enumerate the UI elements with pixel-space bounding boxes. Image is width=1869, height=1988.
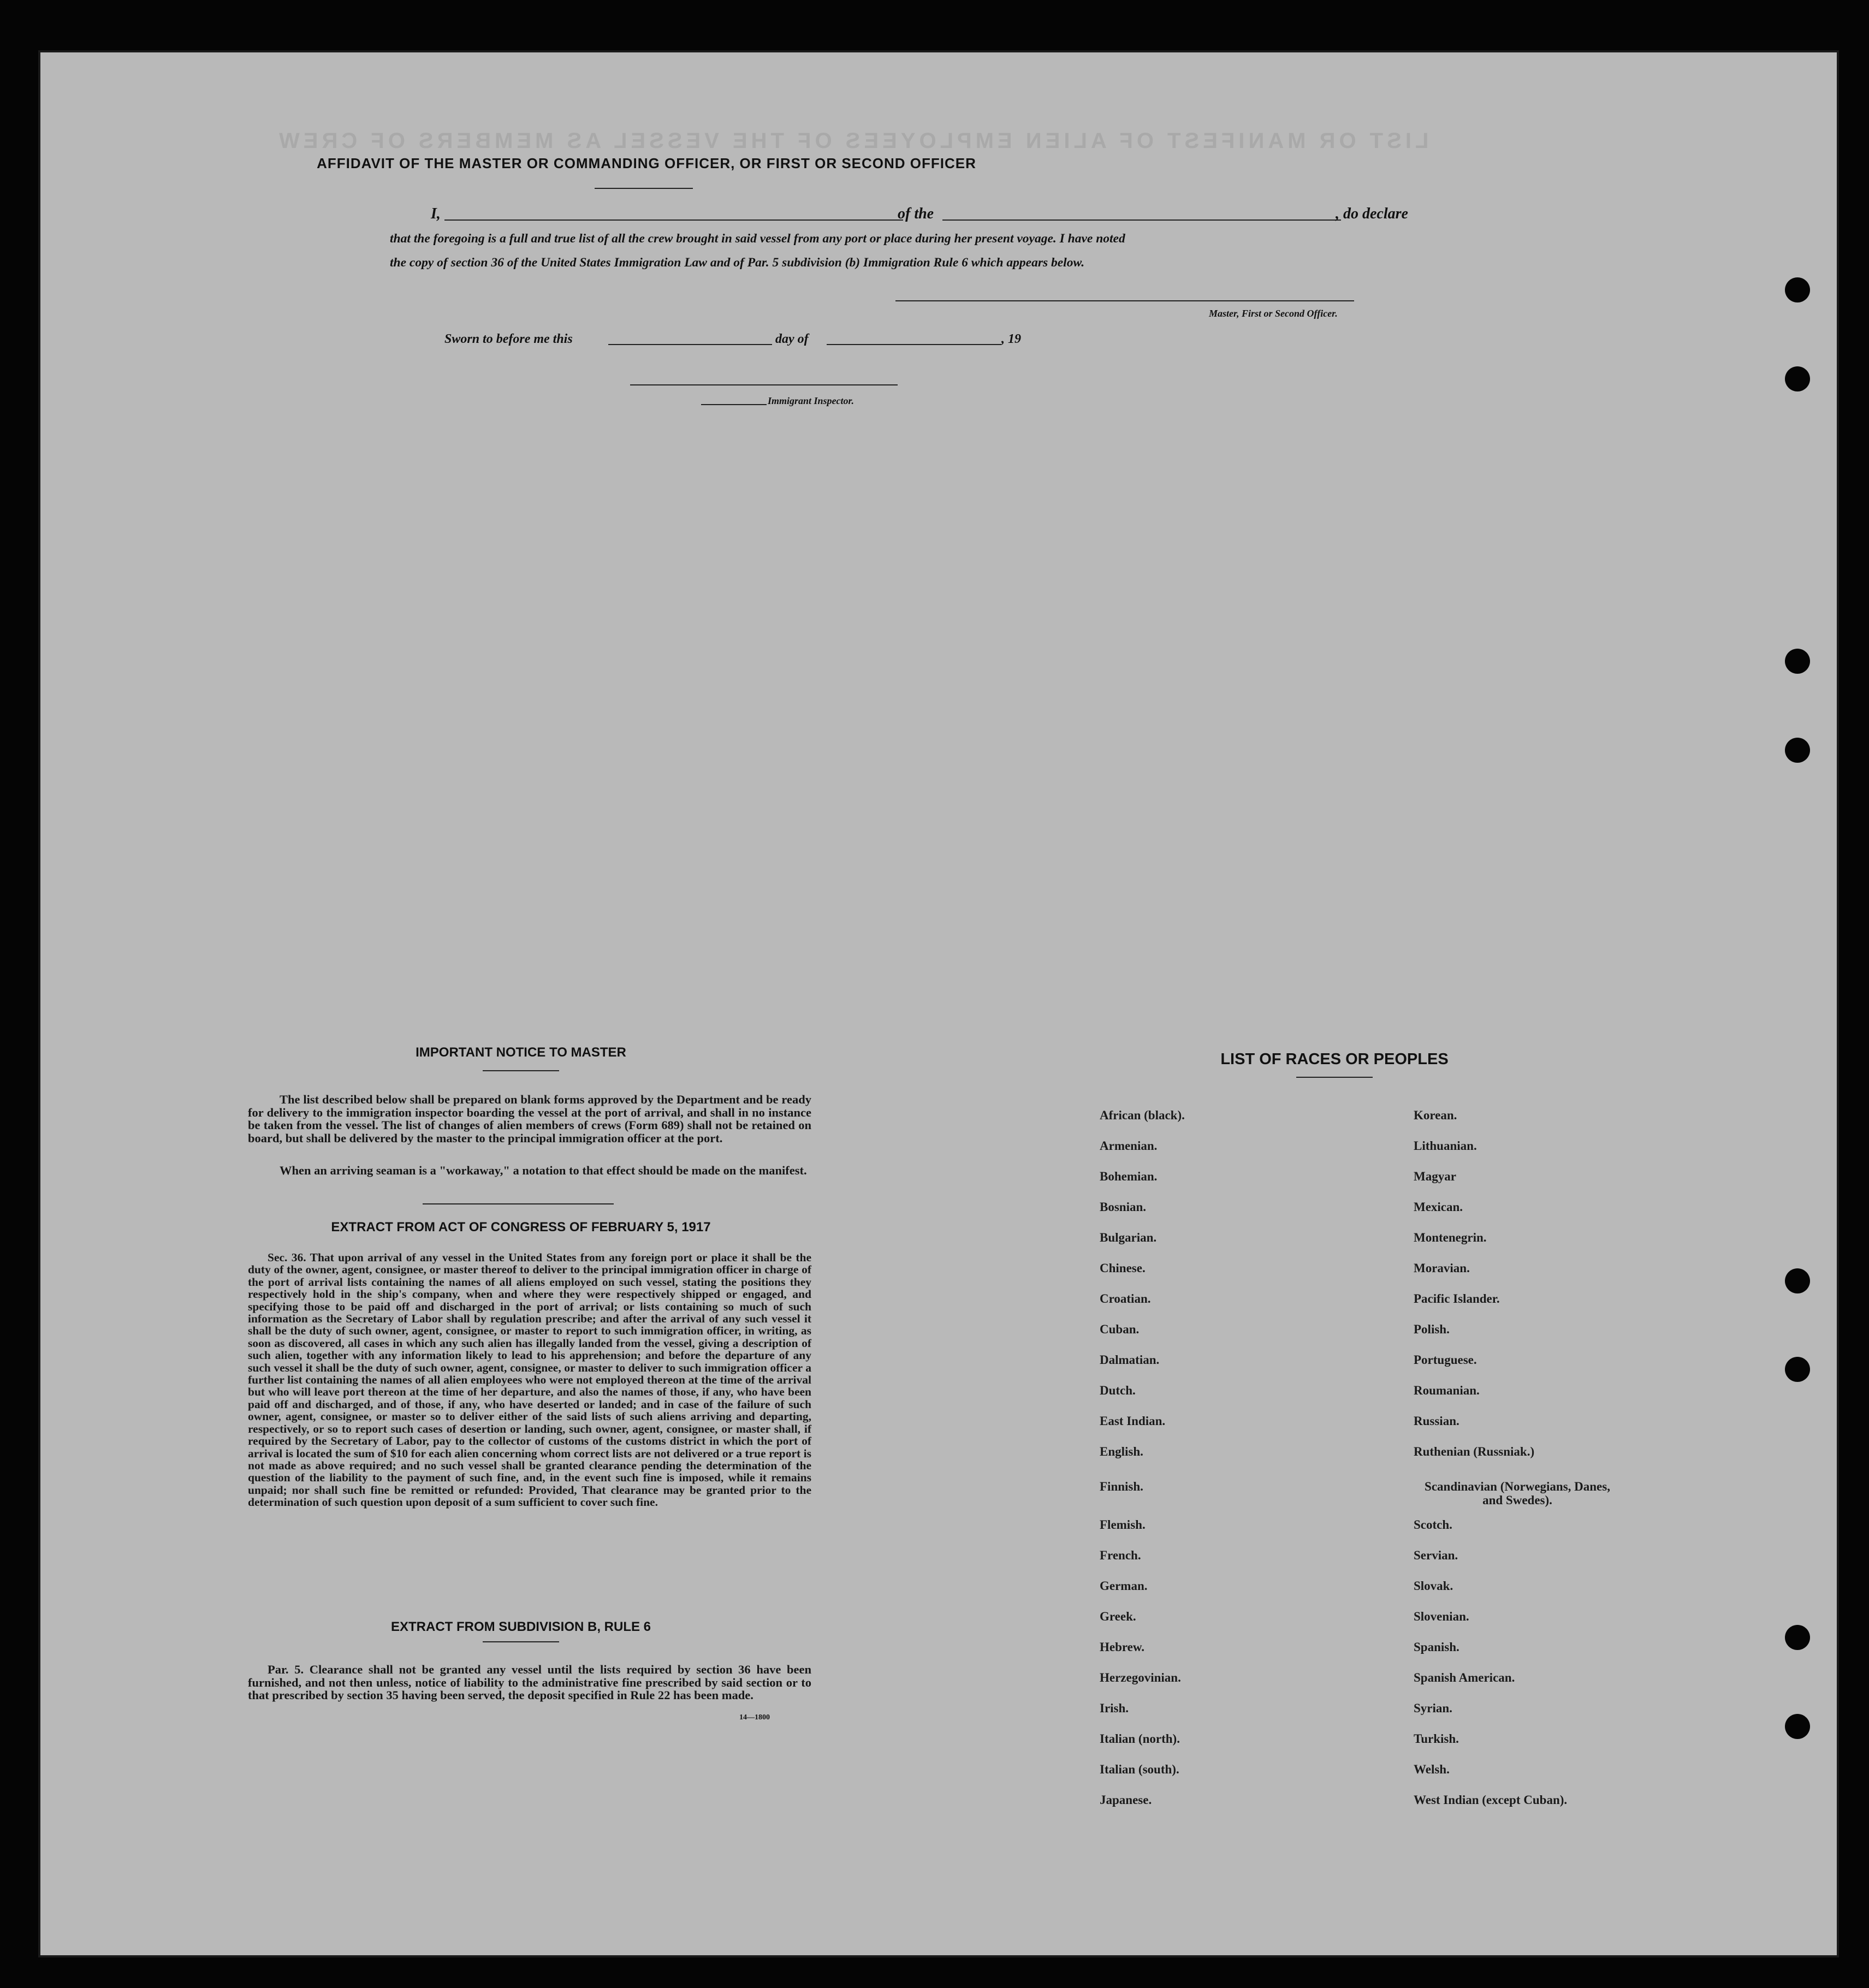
- race-item: German.: [1100, 1579, 1148, 1593]
- affidavit-title: AFFIDAVIT OF THE MASTER OR COMMANDING OFFICER, OR FIRST OR SECOND OFFICER: [317, 155, 976, 171]
- par-5-text: Par. 5. Clearance shall not be granted any vessel until the lists required by section 36 have been furnished, and not then unless, notice of liability to the administrative fine prescribed by said section or to that prescribed by section 35 having been served, the deposit specified in Rule 22 has been made.: [248, 1663, 811, 1702]
- race-item: Armenian.: [1100, 1139, 1158, 1153]
- race-item: Bosnian.: [1100, 1200, 1147, 1214]
- month-blank-line: [827, 344, 1001, 345]
- divider: [595, 188, 693, 189]
- race-item: Bulgarian.: [1100, 1231, 1157, 1244]
- race-item: Italian (south).: [1100, 1763, 1179, 1776]
- race-item: Italian (north).: [1100, 1732, 1180, 1746]
- master-signature-line: [895, 300, 1354, 301]
- do-declare-label: , do declare: [1336, 205, 1408, 222]
- race-item: Magyar: [1414, 1170, 1456, 1183]
- race-item: Spanish.: [1414, 1640, 1459, 1654]
- punch-hole: [1785, 1714, 1810, 1739]
- race-item: Dutch.: [1100, 1384, 1136, 1397]
- year-label: , 19: [1001, 332, 1021, 346]
- race-item: Hebrew.: [1100, 1640, 1144, 1654]
- punch-hole: [1785, 366, 1810, 391]
- race-item: Mexican.: [1414, 1200, 1463, 1214]
- race-item: Moravian.: [1414, 1261, 1470, 1275]
- punch-hole: [1785, 277, 1810, 302]
- race-item: Croatian.: [1100, 1292, 1151, 1305]
- race-item: Montenegrin.: [1414, 1231, 1487, 1244]
- affidavit-line-1: that the foregoing is a full and true list of all the crew brought in said vessel from any port or place during her present voyage. I have noted: [390, 232, 1125, 246]
- race-item: English.: [1100, 1445, 1143, 1458]
- inspector-signature-line: [630, 384, 898, 385]
- races-title: LIST OF RACES OR PEOPLES: [1220, 1051, 1449, 1068]
- punch-hole: [1785, 738, 1810, 763]
- race-item: Russian.: [1414, 1414, 1459, 1428]
- race-item: Dalmatian.: [1100, 1353, 1160, 1367]
- race-item: Turkish.: [1414, 1732, 1459, 1746]
- punch-hole: [1785, 1268, 1810, 1293]
- race-item: Slovak.: [1414, 1579, 1453, 1593]
- race-item: Korean.: [1414, 1108, 1457, 1122]
- manifest-page: [38, 50, 1839, 1957]
- race-item: Servian.: [1414, 1548, 1458, 1562]
- race-item: Spanish American.: [1414, 1671, 1515, 1684]
- notice-paragraph-2: When an arriving seaman is a "workaway," a notation to that effect should be made on the manifest.: [280, 1164, 807, 1177]
- name-blank-line: [444, 219, 903, 221]
- race-item: Welsh.: [1414, 1763, 1450, 1776]
- day-of-label: day of: [775, 332, 809, 346]
- race-item: East Indian.: [1100, 1414, 1166, 1428]
- inspector-signature-label: Immigrant Inspector.: [768, 395, 855, 406]
- race-item: Bohemian.: [1100, 1170, 1158, 1183]
- race-item: Japanese.: [1100, 1793, 1152, 1807]
- race-item: Irish.: [1100, 1701, 1129, 1715]
- race-item: Lithuanian.: [1414, 1139, 1477, 1153]
- race-item: Greek.: [1100, 1610, 1136, 1623]
- race-item: Chinese.: [1100, 1261, 1146, 1275]
- race-item: African (black).: [1100, 1108, 1185, 1122]
- race-item: Scotch.: [1414, 1518, 1452, 1532]
- extract-rule-6-title: EXTRACT FROM SUBDIVISION B, RULE 6: [390, 1619, 651, 1634]
- race-item: Flemish.: [1100, 1518, 1146, 1532]
- punch-hole: [1785, 649, 1810, 674]
- race-item: Pacific Islander.: [1414, 1292, 1500, 1305]
- of-the-label: of the: [898, 205, 934, 222]
- sworn-label: Sworn to before me this: [444, 332, 573, 346]
- race-item: Scandinavian (Norwegians, Danes, and Swedes).: [1425, 1480, 1610, 1507]
- bleed-through-header: LIST OR MANIFEST OF ALIEN EMPLOYEES OF THE VESSEL AS MEMBERS OF CREW: [275, 129, 1429, 153]
- section-36-text: Sec. 36. That upon arrival of any vessel in the United States from any foreign port or place it shall be the duty of the owner, agent, consignee, or master thereof to deliver to the principal immigration officer in charge of the port of arrival lists containing the names of all aliens employed on such vessel, stating the positions they respectively hold in the ship's company, when and where they were respectively shipped or engaged, and specifying those to be paid off and discharged in the port of arrival; or lists containing so much of such information as the Secretary of Labor shall by regulation prescribe; and after the arrival of any such vessel it shall be the duty of such owner, agent, consignee, or master to report to such immigration officer, in writing, as soon as discovered, all cases in which any such alien has illegally landed from the vessel, giving a description of such alien, together with any information likely to lead to his apprehension; and before the departure of any such vessel it shall be the duty of such owner, agent, consignee, or master to deliver to such immigration officer a further list containing the names of all alien employees who were not employed thereon at the time of the arrival but who will leave port thereon at the time of her departure, and also the names of those, if any, who have been paid off and discharged, and of those, if any, who have deserted or landed; and in case of the failure of such owner, agent, consignee, or master so to deliver either of the said lists of such aliens arriving and departing, respectively, or so to report such cases of desertion or landing, such owner, agent, consignee, or master shall, if required by the Secretary of Labor, pay to the collector of customs of the customs district in which the port of arrival is located the sum of $10 for each alien concerning whom correct lists are not delivered or a true report is not made as above required; and no such vessel shall be granted clearance pending the determination of the question of the liability to the payment of such fine, and, in the event such fine is imposed, while it remains unpaid; nor shall such fine be remitted or refunded: Provided, That clearance may be granted prior to the determination of such question upon deposit of a sum sufficient to cover such fine.: [248, 1251, 811, 1509]
- day-blank-line: [608, 344, 772, 345]
- race-item: French.: [1100, 1548, 1141, 1562]
- divider: [1296, 1077, 1373, 1078]
- race-item: Slovenian.: [1414, 1610, 1469, 1623]
- vessel-blank-line: [942, 219, 1341, 221]
- notice-paragraph-1: The list described below shall be prepared on blank forms approved by the Department and be ready for delivery to the immigration inspector boarding the vessel at the port of arrival, and shall in no instance be taken from the vessel. The list of changes of alien members of crews (Form 689) shall not be retained on board, but shall be delivered by the master to the principal immigration officer at the port.: [248, 1093, 811, 1145]
- race-item: Roumanian.: [1414, 1384, 1480, 1397]
- race-item: Finnish.: [1100, 1480, 1143, 1493]
- affidavit-line-2: the copy of section 36 of the United States Immigration Law and of Par. 5 subdivision (b) Immigration Rule 6 which appears below.: [390, 256, 1085, 270]
- divider: [483, 1641, 559, 1642]
- punch-hole: [1785, 1625, 1810, 1650]
- race-item: Herzegovinian.: [1100, 1671, 1181, 1684]
- divider: [483, 1070, 559, 1071]
- inspector-signature-line-short: [701, 404, 767, 405]
- race-item: Syrian.: [1414, 1701, 1452, 1715]
- race-item: West Indian (except Cuban).: [1414, 1793, 1568, 1807]
- divider: [423, 1203, 614, 1204]
- notice-title: IMPORTANT NOTICE TO MASTER: [416, 1045, 626, 1060]
- race-item: Portuguese.: [1414, 1353, 1477, 1367]
- race-item: Cuban.: [1100, 1322, 1140, 1336]
- race-item: Polish.: [1414, 1322, 1450, 1336]
- race-item: Ruthenian (Russniak.): [1414, 1445, 1535, 1458]
- punch-hole: [1785, 1357, 1810, 1382]
- i-label: I,: [431, 205, 441, 222]
- master-signature-label: Master, First or Second Officer.: [1209, 308, 1338, 319]
- form-number: 14—1800: [739, 1713, 770, 1722]
- extract-act-title: EXTRACT FROM ACT OF CONGRESS OF FEBRUARY 5, 1917: [331, 1220, 711, 1235]
